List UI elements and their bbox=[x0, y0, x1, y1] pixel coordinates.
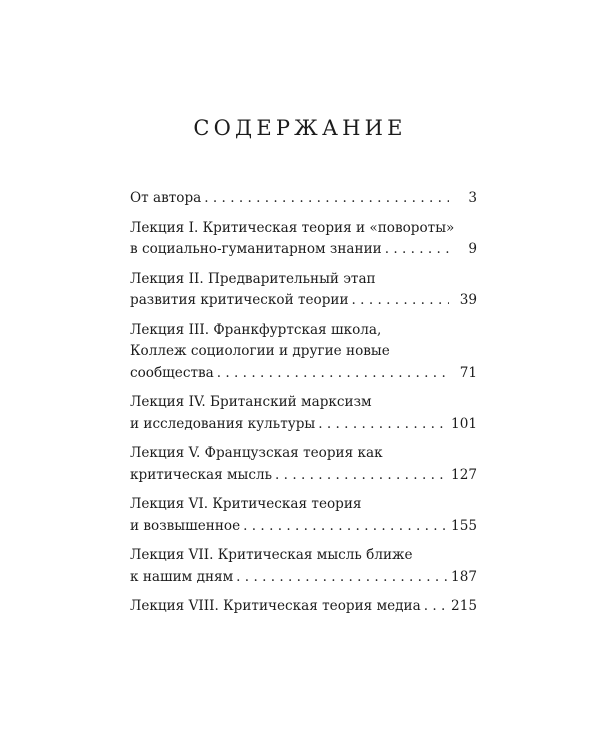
toc-entry[interactable] bbox=[130, 269, 477, 312]
toc-entry-last-line bbox=[130, 188, 477, 210]
toc-page-number: 3 bbox=[468, 190, 477, 206]
toc-entry-title: к нашим дням bbox=[130, 568, 234, 585]
toc-page-number: 101 bbox=[451, 415, 477, 432]
toc-page-number: 71 bbox=[459, 364, 477, 381]
toc-page-number: 155 bbox=[451, 517, 477, 534]
page-title: СОДЕРЖАНИЕ bbox=[193, 116, 407, 140]
toc-entry-last-line bbox=[130, 290, 477, 312]
toc-entry-last-line bbox=[130, 239, 477, 261]
dot-leader bbox=[352, 290, 449, 312]
table-of-contents bbox=[130, 188, 477, 626]
toc-entry-last-line bbox=[130, 363, 477, 385]
toc-entry-title: Лекция VIII. Критическая теория медиа bbox=[130, 598, 421, 614]
toc-entry[interactable] bbox=[130, 596, 477, 618]
dot-leader bbox=[424, 596, 447, 618]
dot-leader bbox=[275, 465, 447, 487]
toc-entry-title: Лекция II. Предварительный этап bbox=[130, 270, 376, 287]
toc-entry-last-line bbox=[130, 567, 477, 589]
toc-entry[interactable] bbox=[130, 545, 477, 588]
toc-entry-title: в социально-гуманитарном знании bbox=[130, 241, 382, 257]
toc-entry[interactable] bbox=[130, 218, 477, 261]
dot-leader bbox=[243, 516, 447, 538]
toc-entry-last-line bbox=[130, 414, 477, 436]
toc-page-number: 127 bbox=[451, 466, 477, 483]
dot-leader bbox=[217, 363, 449, 385]
toc-entry-title: сообщества bbox=[130, 364, 214, 381]
toc-entry[interactable] bbox=[130, 443, 477, 486]
toc-entry-title: Лекция V. Французская теория как bbox=[130, 445, 383, 461]
toc-page-number: 215 bbox=[451, 598, 477, 614]
toc-entry-title: Лекция VI. Критическая теория bbox=[130, 496, 362, 512]
toc-entry-title: Лекция I. Критическая теория и «повороты» bbox=[130, 219, 455, 236]
toc-entry-title: критическая мысль bbox=[130, 466, 273, 483]
toc-entry-last-line bbox=[130, 465, 477, 487]
toc-entry-title: и исследования культуры bbox=[130, 415, 316, 432]
toc-entry[interactable] bbox=[130, 494, 477, 537]
toc-entry-last-line bbox=[130, 516, 477, 538]
toc-entry-title: Лекция IV. Британский марксизм bbox=[130, 394, 372, 410]
toc-entry[interactable] bbox=[130, 320, 477, 385]
toc-page-number: 39 bbox=[459, 292, 477, 308]
dot-leader bbox=[204, 188, 449, 210]
toc-entry-last-line bbox=[130, 596, 477, 618]
toc-entry-title: Коллеж социологии и другие новые bbox=[130, 343, 390, 359]
toc-page-number: 9 bbox=[468, 241, 477, 257]
toc-entry[interactable] bbox=[130, 188, 477, 210]
toc-entry[interactable] bbox=[130, 392, 477, 435]
dot-leader bbox=[236, 567, 447, 589]
toc-entry-title: От автора bbox=[130, 190, 202, 206]
dot-leader bbox=[318, 414, 447, 436]
dot-leader bbox=[385, 239, 449, 261]
toc-page-number: 187 bbox=[451, 568, 477, 585]
toc-entry-title: и возвышенное bbox=[130, 517, 241, 534]
toc-entry-title: Лекция VII. Критическая мысль ближе bbox=[130, 547, 413, 563]
toc-entry-title: развития критической теории bbox=[130, 292, 349, 308]
toc-entry-title: Лекция III. Франкфуртская школа, bbox=[130, 321, 382, 338]
